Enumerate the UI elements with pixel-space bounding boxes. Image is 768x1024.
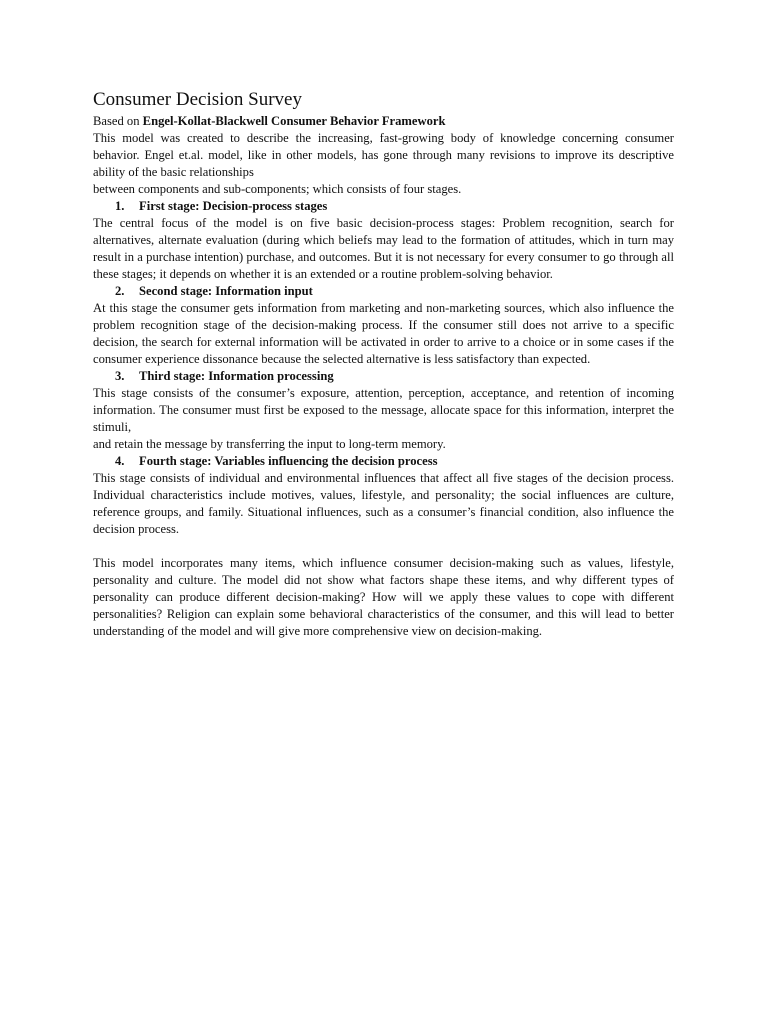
framework-name: Engel-Kollat-Blackwell Consumer Behavior Framework [142, 114, 446, 128]
subtitle-prefix: Based on [93, 114, 143, 128]
stage-1-number: 1. [115, 199, 125, 213]
stage-3-number: 3. [115, 369, 125, 383]
stage-4-paragraph: This stage consists of individual and environmental influences that affect all five stages of the decision process. Individual characteristics include motives, values, lifestyle, and personality; the social influences are culture, reference groups, and family. Situational influences, such as a consumer’s financial condition, also influence the decision process. [93, 471, 674, 536]
stage-2-paragraph: At this stage the consumer gets information from marketing and non-marketing sources, which also influence the problem recognition stage of the decision-making process. If the consumer still does not arrive to a specific decision, the search for external information will be activated in order to arrive to a choice or in some cases if the consumer experience dissonance because the selected alternative is less satisfactory than expected. [93, 301, 674, 366]
stage-4-number: 4. [115, 454, 125, 468]
conclusion-paragraph: This model incorporates many items, which influence consumer decision-making such as values, lifestyle, personality and culture. The model did not show what factors shape these items, and why different types of personality can produce different decision-making? How will we apply these values to cope with different personalities? Religion can explain some behavioral characteristics of the consumer, and this will lead to better understanding of the model and will give more comprehensive view on decision-making. [93, 556, 674, 638]
stage-2-title: Second stage: Information input [139, 284, 313, 298]
stage-3-title: Third stage: Information processing [139, 369, 334, 383]
stage-4-title: Fourth stage: Variables influencing the decision process [139, 454, 438, 468]
stage-3-paragraph: This stage consists of the consumer’s exposure, attention, perception, acceptance, and retention of incoming information. The consumer must first be exposed to the message, allocate space for this information, interpret the stimuli, [93, 386, 674, 434]
stage-1-heading [93, 198, 674, 215]
framework-subtitle [93, 113, 674, 130]
intro-paragraph-continued: between components and sub-components; which consists of four stages. [93, 182, 462, 196]
stage-2-number: 2. [115, 284, 125, 298]
paragraph-spacer [93, 538, 674, 555]
stage-2-heading [93, 283, 674, 300]
document-page [93, 88, 674, 640]
stage-1-paragraph: The central focus of the model is on five basic decision-process stages: Problem recognition, search for alternatives, alternate evaluation (during which beliefs may lead to the formation of attitudes, which in turn may result in a purchase intention) purchase, and outcomes. But it is not necessary for every consumer to go through all these stages; it depends on whether it is an extended or a routine problem-solving behavior. [93, 216, 674, 281]
intro-paragraph: This model was created to describe the increasing, fast-growing body of knowledge concerning consumer behavior. Engel et.al. model, like in other models, has gone through many revisions to improve its descriptive ability of the basic relationships [93, 131, 674, 179]
stage-1-title: First stage: Decision-process stages [139, 199, 328, 213]
stage-3-heading [93, 368, 674, 385]
document-title: Consumer Decision Survey [93, 89, 302, 110]
stage-4-heading [93, 453, 674, 470]
stage-3-paragraph-continued: and retain the message by transferring the input to long-term memory. [93, 437, 446, 451]
